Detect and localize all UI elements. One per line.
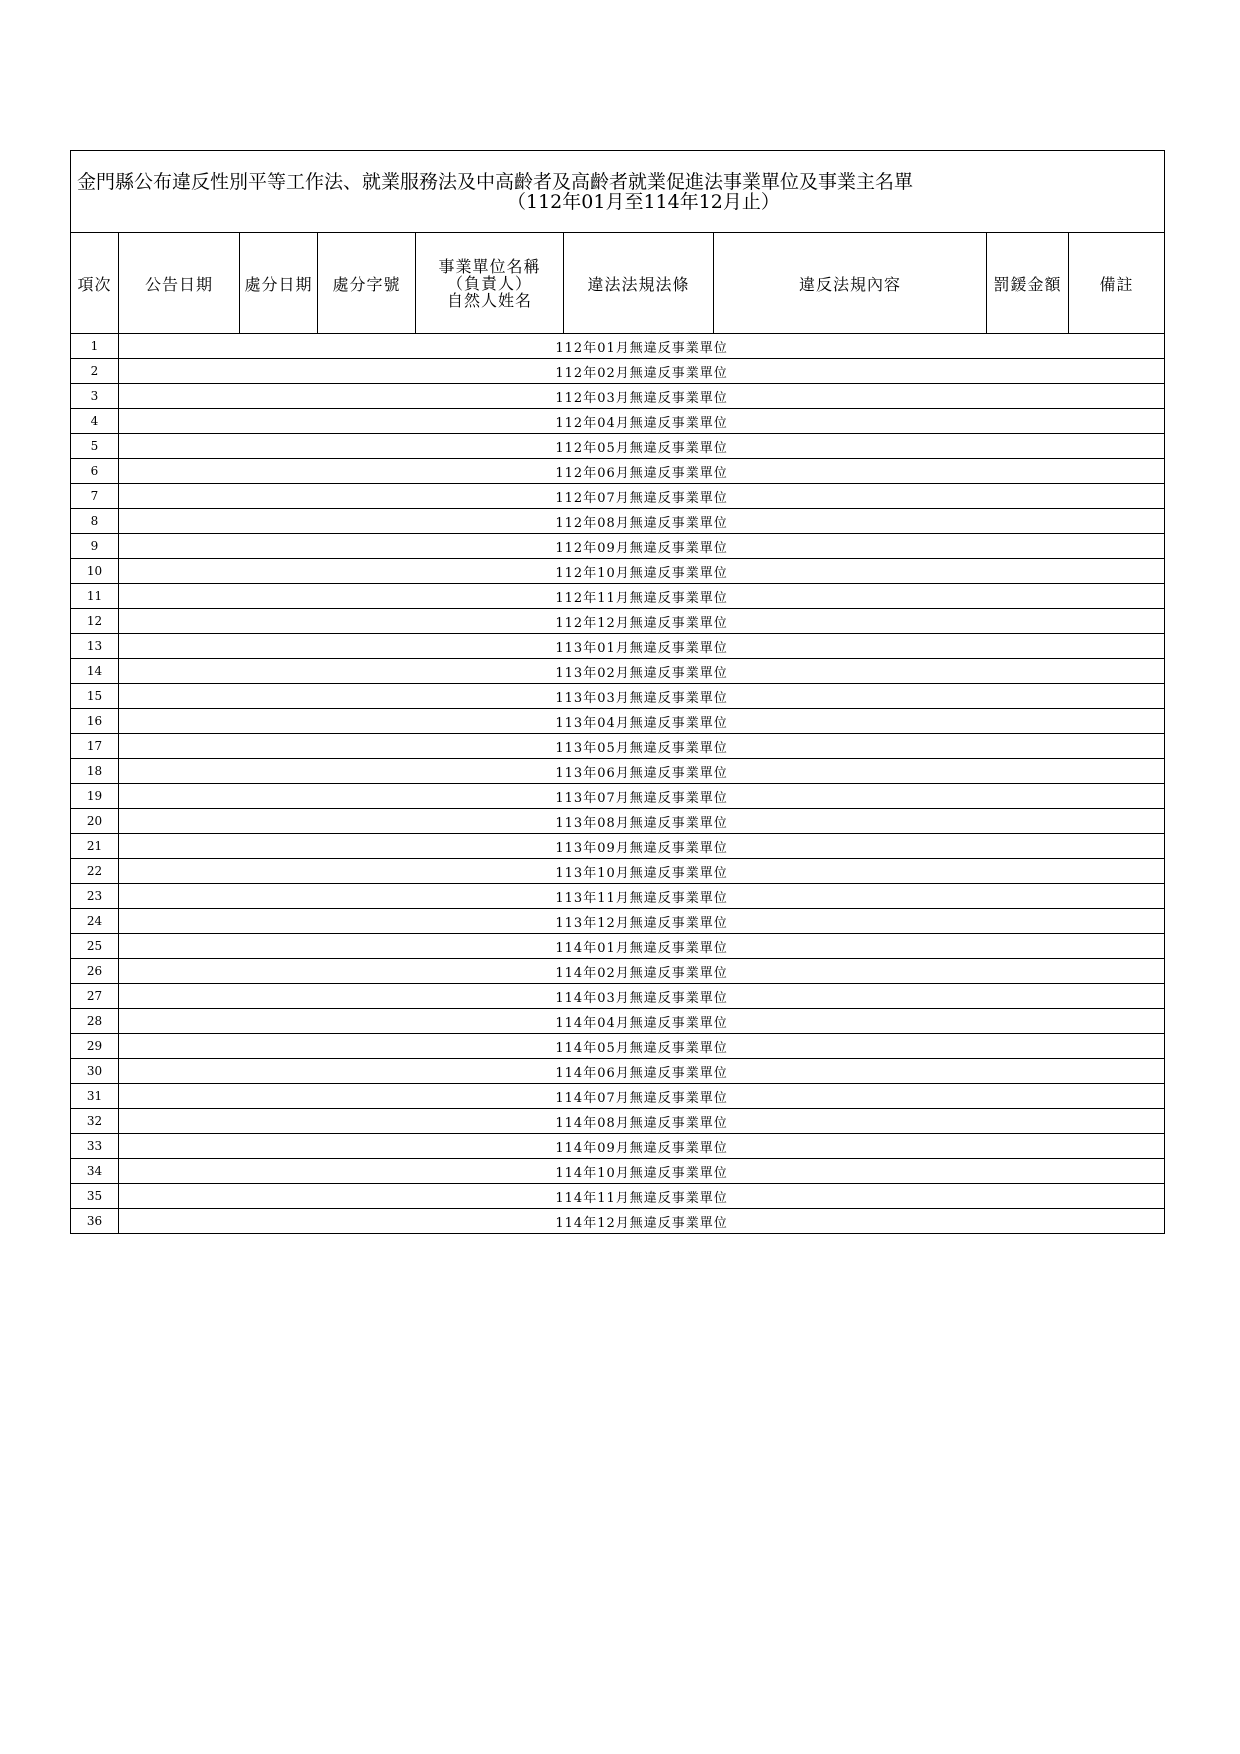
row-note: 112年02月無違反事業單位 xyxy=(119,359,1165,384)
violation-list-table xyxy=(70,150,1165,1234)
table-row xyxy=(71,1209,1165,1234)
row-note: 112年04月無違反事業單位 xyxy=(119,409,1165,434)
row-number: 27 xyxy=(71,984,119,1009)
row-note: 114年08月無違反事業單位 xyxy=(119,1109,1165,1134)
table-row xyxy=(71,984,1165,1009)
row-note: 113年06月無違反事業單位 xyxy=(119,759,1165,784)
row-number: 24 xyxy=(71,909,119,934)
header-law-article: 違法法規法條 xyxy=(564,233,714,334)
table-header-row xyxy=(71,233,1165,334)
header-penalty-number: 處分字號 xyxy=(318,233,416,334)
table-row xyxy=(71,884,1165,909)
table-row xyxy=(71,409,1165,434)
row-number: 19 xyxy=(71,784,119,809)
table-body xyxy=(71,334,1165,1234)
row-number: 32 xyxy=(71,1109,119,1134)
header-violation-content: 違反法規內容 xyxy=(714,233,987,334)
table-row xyxy=(71,1134,1165,1159)
row-number: 25 xyxy=(71,934,119,959)
table-row xyxy=(71,384,1165,409)
header-unit-name-line-1: 事業單位名稱 xyxy=(438,256,541,276)
row-note: 113年03月無違反事業單位 xyxy=(119,684,1165,709)
row-number: 26 xyxy=(71,959,119,984)
row-note: 113年05月無違反事業單位 xyxy=(119,734,1165,759)
table-row xyxy=(71,1059,1165,1084)
row-number: 9 xyxy=(71,534,119,559)
row-number: 31 xyxy=(71,1084,119,1109)
table-row xyxy=(71,959,1165,984)
row-note: 114年09月無違反事業單位 xyxy=(119,1134,1165,1159)
header-fine-amount: 罰鍰金額 xyxy=(987,233,1069,334)
row-note: 113年07月無違反事業單位 xyxy=(119,784,1165,809)
row-note: 112年11月無違反事業單位 xyxy=(119,584,1165,609)
row-note: 112年06月無違反事業單位 xyxy=(119,459,1165,484)
row-number: 12 xyxy=(71,609,119,634)
document-page xyxy=(70,150,1164,1234)
table-row xyxy=(71,734,1165,759)
row-number: 10 xyxy=(71,559,119,584)
table-row xyxy=(71,909,1165,934)
row-number: 34 xyxy=(71,1159,119,1184)
table-row xyxy=(71,834,1165,859)
header-unit-name-line-3: 自然人姓名 xyxy=(446,290,532,310)
table-row xyxy=(71,1084,1165,1109)
document-title: 金門縣公布違反性別平等工作法、就業服務法及中高齡者及高齡者就業促進法事業單位及事業主名單 xyxy=(77,171,914,193)
table-row xyxy=(71,459,1165,484)
row-number: 15 xyxy=(71,684,119,709)
row-number: 3 xyxy=(71,384,119,409)
header-unit-name xyxy=(416,233,564,334)
row-number: 16 xyxy=(71,709,119,734)
document-title-block xyxy=(71,151,1165,233)
row-note: 113年08月無違反事業單位 xyxy=(119,809,1165,834)
row-note: 112年09月無違反事業單位 xyxy=(119,534,1165,559)
row-number: 28 xyxy=(71,1009,119,1034)
row-number: 29 xyxy=(71,1034,119,1059)
row-note: 112年07月無違反事業單位 xyxy=(119,484,1165,509)
table-row xyxy=(71,434,1165,459)
row-number: 1 xyxy=(71,334,119,359)
table-row xyxy=(71,334,1165,359)
table-row xyxy=(71,509,1165,534)
table-row xyxy=(71,684,1165,709)
row-number: 35 xyxy=(71,1184,119,1209)
table-row xyxy=(71,359,1165,384)
row-note: 112年12月無違反事業單位 xyxy=(119,609,1165,634)
table-row xyxy=(71,1009,1165,1034)
row-number: 7 xyxy=(71,484,119,509)
row-note: 114年10月無違反事業單位 xyxy=(119,1159,1165,1184)
row-note: 113年11月無違反事業單位 xyxy=(119,884,1165,909)
row-note: 112年10月無違反事業單位 xyxy=(119,559,1165,584)
row-number: 22 xyxy=(71,859,119,884)
row-note: 113年02月無違反事業單位 xyxy=(119,659,1165,684)
table-row xyxy=(71,809,1165,834)
table-row xyxy=(71,659,1165,684)
header-unit-name-line-2: （負責人） xyxy=(446,273,532,293)
row-note: 113年01月無違反事業單位 xyxy=(119,634,1165,659)
row-number: 4 xyxy=(71,409,119,434)
row-number: 23 xyxy=(71,884,119,909)
row-note: 112年01月無違反事業單位 xyxy=(119,334,1165,359)
row-note: 114年03月無違反事業單位 xyxy=(119,984,1165,1009)
table-row xyxy=(71,934,1165,959)
table-row xyxy=(71,634,1165,659)
row-number: 17 xyxy=(71,734,119,759)
row-number: 21 xyxy=(71,834,119,859)
row-note: 114年11月無違反事業單位 xyxy=(119,1184,1165,1209)
row-number: 30 xyxy=(71,1059,119,1084)
header-remarks: 備註 xyxy=(1069,233,1165,334)
document-period: （112年01月至114年12月止） xyxy=(507,191,780,213)
row-note: 112年03月無違反事業單位 xyxy=(119,384,1165,409)
row-note: 114年07月無違反事業單位 xyxy=(119,1084,1165,1109)
table-row xyxy=(71,859,1165,884)
header-announce-date: 公告日期 xyxy=(119,233,240,334)
table-row xyxy=(71,784,1165,809)
table-row xyxy=(71,759,1165,784)
table-row xyxy=(71,559,1165,584)
row-note: 112年08月無違反事業單位 xyxy=(119,509,1165,534)
table-row xyxy=(71,584,1165,609)
row-number: 13 xyxy=(71,634,119,659)
table-row xyxy=(71,1034,1165,1059)
row-note: 114年06月無違反事業單位 xyxy=(119,1059,1165,1084)
row-note: 112年05月無違反事業單位 xyxy=(119,434,1165,459)
table-row xyxy=(71,484,1165,509)
row-note: 113年04月無違反事業單位 xyxy=(119,709,1165,734)
row-number: 8 xyxy=(71,509,119,534)
row-number: 11 xyxy=(71,584,119,609)
row-note: 114年12月無違反事業單位 xyxy=(119,1209,1165,1234)
row-number: 5 xyxy=(71,434,119,459)
table-row xyxy=(71,1109,1165,1134)
row-number: 36 xyxy=(71,1209,119,1234)
row-note: 114年02月無違反事業單位 xyxy=(119,959,1165,984)
row-number: 18 xyxy=(71,759,119,784)
row-note: 114年05月無違反事業單位 xyxy=(119,1034,1165,1059)
row-note: 113年12月無違反事業單位 xyxy=(119,909,1165,934)
row-number: 20 xyxy=(71,809,119,834)
header-no: 項次 xyxy=(71,233,119,334)
row-number: 14 xyxy=(71,659,119,684)
table-row xyxy=(71,609,1165,634)
table-row xyxy=(71,1184,1165,1209)
row-note: 113年09月無違反事業單位 xyxy=(119,834,1165,859)
row-number: 2 xyxy=(71,359,119,384)
row-note: 113年10月無違反事業單位 xyxy=(119,859,1165,884)
table-row xyxy=(71,534,1165,559)
row-number: 33 xyxy=(71,1134,119,1159)
row-number: 6 xyxy=(71,459,119,484)
header-penalty-date: 處分日期 xyxy=(240,233,318,334)
table-row xyxy=(71,709,1165,734)
table-row xyxy=(71,1159,1165,1184)
row-note: 114年04月無違反事業單位 xyxy=(119,1009,1165,1034)
row-note: 114年01月無違反事業單位 xyxy=(119,934,1165,959)
